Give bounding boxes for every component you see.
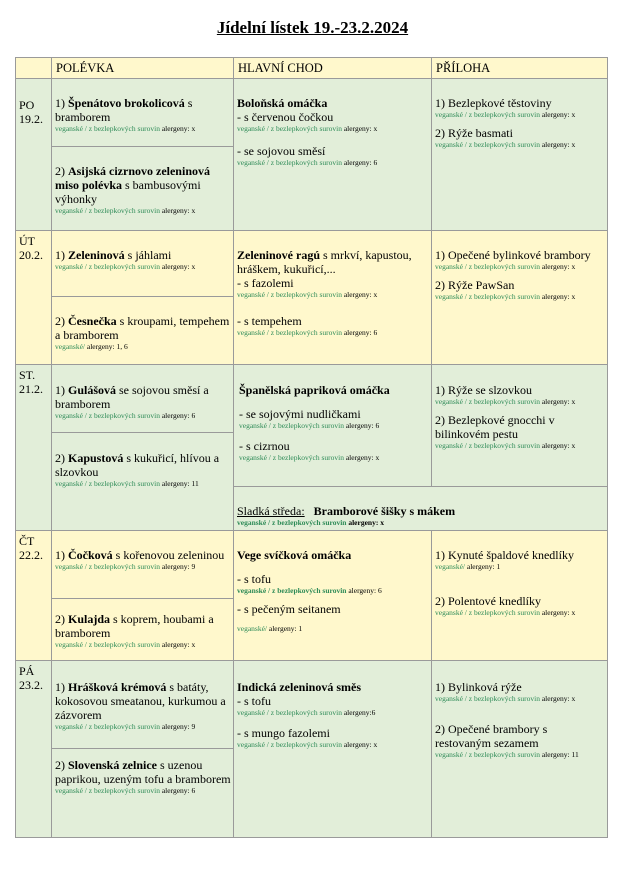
- soup-1-tuesday: 1) Zeleninová s jáhlami veganské / z bezlepkových surovin alergeny: x: [55, 248, 196, 271]
- day-thursday: ČT 22.2.: [19, 534, 43, 562]
- header-side: PŘÍLOHA: [432, 58, 607, 79]
- soup-2-monday: 2) Asijská cizrnovo zeleninová miso polévka s bambusovými výhonky veganské / z bezlepkových surovin alergeny: x: [55, 164, 210, 215]
- day-tuesday: ÚT 20.2.: [19, 234, 43, 262]
- side-thursday: 1) Kynuté špaldové knedlíky veganské/ alergeny: 1 2) Polentové knedlíky veganské / z bezlepkových surovin alergeny: x: [435, 548, 576, 617]
- main-monday: Boloňská omáčka - s červenou čočkou veganské / z bezlepkových surovin alergeny: x - se sojovou směsí veganské / z bezlepkových surovin alergeny: 6: [237, 96, 378, 167]
- day-friday: PÁ 23.2.: [19, 664, 43, 692]
- main-tuesday: Zeleninové ragú s mrkví, kapustou, hráškem, kukuřicí,... - s fazolemi veganské / z bezlepkových surovin alergeny: x - s tempehem veganské / z bezlepkových surovin alergeny: 6: [237, 248, 412, 337]
- header-day: [16, 58, 52, 79]
- soup-1-wednesday: 1) Gulášová se sojovou směsí a bramborem veganské / z bezlepkových surovin alergeny: 6: [55, 383, 209, 420]
- sweet-wednesday: Sladká středa: Bramborové šišky s mákem veganské / z bezlepkových surovin alergeny: x: [237, 504, 456, 527]
- main-friday: Indická zeleninová směs - s tofu veganské / z bezlepkových surovin alergeny:6 - s mungo fazolemi veganské / z bezlepkových surovin alergeny: x: [237, 680, 378, 749]
- main-thursday: Vege svíčková omáčka - s tofu veganské / z bezlepkových surovin alergeny: 6 - s pečeným seitanem veganské/ alergeny: 1: [237, 548, 382, 633]
- main-wednesday: Španělská papriková omáčka - se sojovými nudličkami veganské / z bezlepkových surovin alergeny: 6 - s cizrnou veganské / z bezlepkových surovin alergeny: x: [239, 383, 390, 462]
- soup-2-friday: 2) Slovenská zelnice s uzenou paprikou, uzeným tofu a bramborem veganské / z bezlepkových surovin alergeny: 6: [55, 758, 231, 795]
- soup-2-thursday: 2) Kulajda s koprem, houbami a bramborem veganské / z bezlepkových surovin alergeny: x: [55, 612, 214, 649]
- side-friday: 1) Bylinková rýže veganské / z bezlepkových surovin alergeny: x 2) Opečené brambory s restovaným sezamem veganské / z bezlepkových surovin alergeny: 11: [435, 680, 579, 759]
- page-title: Jídelní lístek 19.-23.2.2024: [216, 18, 409, 37]
- header-main: HLAVNÍ CHOD: [234, 58, 432, 79]
- soup-2-wednesday: 2) Kapustová s kukuřicí, hlívou a slzovkou veganské / z bezlepkových surovin alergeny: 11: [55, 451, 220, 488]
- side-wednesday: 1) Rýže se slzovkou veganské / z bezlepkových surovin alergeny: x 2) Bezlepkové gnocchi v bilinkovém pestu veganské / z bezlepkových surovin alergeny: x: [435, 383, 576, 450]
- soup-1-friday: 1) Hrášková krémová s batáty, kokosovou smeatanou, kurkumou a zázvorem veganské / z bezlepkových surovin alergeny: 9: [55, 680, 226, 731]
- side-tuesday: 1) Opečené bylinkové brambory veganské / z bezlepkových surovin alergeny: x 2) Rýže PawSan veganské / z bezlepkových surovin alergeny: x: [435, 248, 591, 301]
- header-soup: POLÉVKA: [52, 58, 234, 79]
- soup-1-thursday: 1) Čočková s kořenovou zeleninou veganské / z bezlepkových surovin alergeny: 9: [55, 548, 225, 571]
- day-monday: PO 19.2.: [19, 98, 43, 126]
- soup-1-monday: 1) Špenátovo brokolicová s bramborem veganské / z bezlepkových surovin alergeny: x: [55, 96, 196, 133]
- side-monday: 1) Bezlepkové těstoviny veganské / z bezlepkových surovin alergeny: x 2) Rýže basmati veganské / z bezlepkových surovin alergeny: x: [435, 96, 576, 149]
- day-wednesday: ST. 21.2.: [19, 368, 43, 396]
- soup-2-tuesday: 2) Česnečka s kroupami, tempehem a bramborem veganské/ alergeny: 1, 6: [55, 314, 230, 351]
- menu-table: [15, 57, 608, 838]
